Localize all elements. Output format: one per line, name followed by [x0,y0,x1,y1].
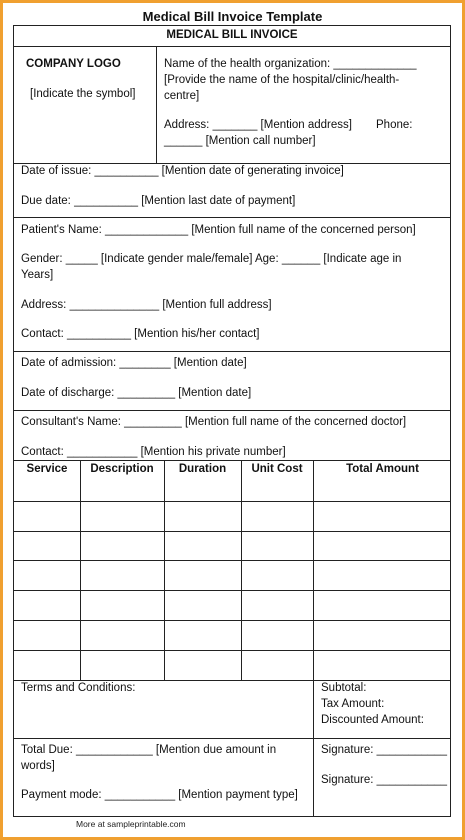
table-header-description: Description [90,463,154,475]
discounted-amount-label: Discounted Amount: [321,714,424,726]
divider [241,460,242,680]
signature-field-2[interactable]: Signature: ___________ [321,774,447,786]
gender-age-field[interactable]: Gender: _____ [Indicate gender male/female] Age: ______ [Indicate age in Years] [21,253,402,281]
divider [14,46,450,47]
table-header-duration: Duration [178,463,227,475]
payment-mode-field[interactable]: Payment mode: ___________ [Mention payment type] [21,789,298,801]
divider [14,351,450,352]
footer-credit: More at sampleprintable.com [76,819,186,829]
divider [14,217,450,218]
divider [164,460,165,680]
patient-contact-field[interactable]: Contact: __________ [Mention his/her contact] [21,328,260,340]
date-of-issue-field[interactable]: Date of issue: __________ [Mention date of generating invoice] [21,165,344,177]
admission-date-field[interactable]: Date of admission: ________ [Mention date] [21,357,247,369]
patient-address-field[interactable]: Address: ______________ [Mention full address] [21,299,272,311]
consultant-name-field[interactable]: Consultant's Name: _________ [Mention full name of the concerned doctor] [21,416,407,428]
phone-label: Phone: [376,119,413,131]
organization-address-field[interactable]: Address: _______ [Mention address] [164,119,352,131]
page-title: Medical Bill Invoice Template [142,9,323,24]
company-logo-hint: [Indicate the symbol] [30,88,136,100]
divider [156,46,157,163]
divider [313,460,314,817]
signature-field-1[interactable]: Signature: ___________ [321,744,447,756]
table-header-total-amount: Total Amount [346,463,419,475]
divider [14,410,450,411]
subtotal-label: Subtotal: [321,682,367,694]
invoice-sheet [13,25,451,817]
table-row [14,560,450,561]
consultant-contact-field[interactable]: Contact: ___________ [Mention his private number] [21,446,286,458]
table-row [14,501,450,502]
terms-label: Terms and Conditions: [21,682,136,694]
table-row [14,650,450,651]
due-date-field[interactable]: Due date: __________ [Mention last date of payment] [21,195,296,207]
divider [80,460,81,680]
table-header-unit-cost: Unit Cost [251,463,303,475]
organization-name-field[interactable]: Name of the health organization: _____________ [164,58,417,70]
organization-name-hint: [Provide the name of the hospital/clinic/health-centre] [164,74,400,102]
phone-field[interactable]: ______ [Mention call number] [164,135,316,147]
table-row [14,620,450,621]
form-title: MEDICAL BILL INVOICE [166,29,298,41]
company-logo-label: COMPANY LOGO [26,58,121,70]
table-row [14,590,450,591]
divider [14,738,450,739]
tax-amount-label: Tax Amount: [321,698,385,710]
table-row [14,531,450,532]
patient-name-field[interactable]: Patient's Name: _____________ [Mention full name of the concerned person] [21,224,416,236]
table-header-service: Service [26,463,68,475]
discharge-date-field[interactable]: Date of discharge: _________ [Mention date] [21,387,252,399]
total-due-field[interactable]: Total Due: ____________ [Mention due amount in words] [21,744,277,772]
